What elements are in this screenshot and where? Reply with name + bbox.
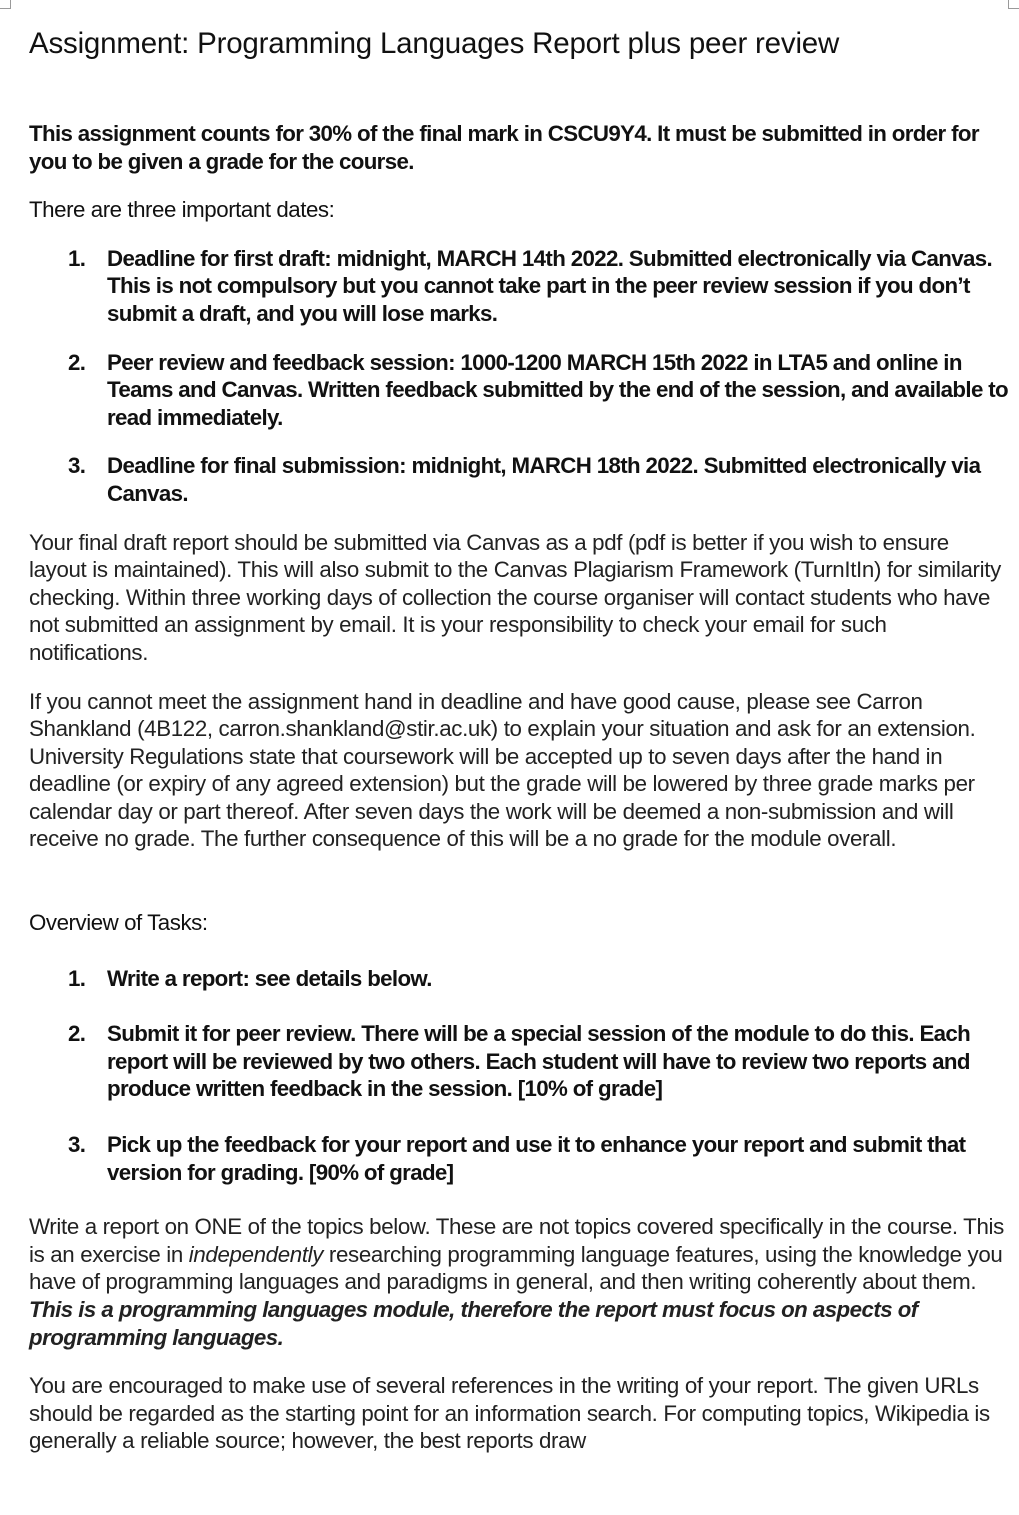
date-item	[29, 349, 1011, 432]
task-number: 3.	[68, 1132, 86, 1158]
date-number: 1.	[68, 245, 86, 271]
topic-text-part2: researching programming language features, using the knowledge you have of programming languages and paradigms in general, and then writing coherently about them.	[29, 1241, 1003, 1295]
page-corner-mark-left	[0, 0, 11, 9]
date-text: Peer review and feedback session: 1000-1200 MARCH 15th 2022 in LTA5 and online in Teams and Canvas. Written feedback submitted by the end of the session, and available to read immediately.	[107, 349, 1008, 430]
topic-italic-text: independently	[188, 1241, 324, 1267]
document-content	[29, 24, 1011, 1476]
overview-heading: Overview of Tasks:	[29, 910, 208, 936]
important-dates-heading: There are three important dates:	[29, 197, 335, 223]
task-number: 2.	[68, 1021, 86, 1047]
task-text: Submit it for peer review. There will be a special session of the module to do this. Each report will be reviewed by two others. Each student will have to review two reports and produce written feedback in the session. [10% of grade]	[107, 1021, 971, 1102]
references-paragraph: You are encouraged to make use of several references in the writing of your report. The given URLs should be regarded as the starting point for an information search. For computing topics, Wikipedia is generally a reliable source; however, the best reports draw	[29, 1373, 990, 1454]
date-number: 2.	[68, 349, 86, 375]
topic-text-part1: Write a report on ONE of the topics below. These are not topics covered specifically in the course. This is an exercise in	[29, 1214, 1004, 1267]
task-text: Write a report: see details below.	[107, 965, 432, 991]
important-dates-list	[29, 245, 1011, 508]
submission-paragraph: Your final draft report should be submitted via Canvas as a pdf (pdf is better if you wish to ensure layout is maintained). This will also submit to the Canvas Plagiarism Framework (TurnItIn) for similarity checking. Within three working days of collection the course organiser will contact students who have not submitted an assignment by email. It is your responsibility to check your email for such notifications.	[29, 529, 1001, 665]
task-number: 1.	[68, 965, 86, 991]
date-item	[29, 452, 1011, 507]
document-title: Assignment: Programming Languages Report plus peer review	[29, 27, 840, 60]
task-item	[29, 1020, 1011, 1103]
date-number: 3.	[68, 453, 86, 479]
task-item	[29, 965, 1011, 993]
date-item	[29, 245, 1011, 328]
task-item	[29, 1131, 1011, 1186]
extension-paragraph: If you cannot meet the assignment hand in deadline and have good cause, please see Carron Shankland (4B122, carron.shankland@stir.ac.uk) to explain your situation and ask for an extension. University Regulations state that coursework will be accepted up to seven days after the hand in deadline (or expiry of any agreed extension) but the grade will be lowered by three grade marks per calendar day or part thereof. After seven days the work will be deemed a non-submission and will receive no grade. The further consequence of this will be a no grade for the module overall.	[29, 688, 976, 852]
date-text: Deadline for first draft: midnight, MARCH 14th 2022. Submitted electronically via Canvas. This is not compulsory but you cannot take part in the peer review session if you don’t submit a draft, and you will lose marks.	[107, 245, 993, 326]
date-text: Deadline for final submission: midnight, MARCH 18th 2022. Submitted electronically via Canvas.	[107, 453, 981, 506]
page-corner-mark-right	[1008, 0, 1019, 9]
section-gap	[29, 853, 1011, 909]
topic-bold-italic-text: This is a programming languages module, therefore the report must focus on aspects of programming languages.	[29, 1297, 918, 1350]
topic-paragraph	[29, 1213, 1011, 1351]
tasks-list	[29, 965, 1011, 1187]
task-text: Pick up the feedback for your report and use it to enhance your report and submit that version for grading. [90% of grade]	[107, 1132, 966, 1185]
assignment-intro: This assignment counts for 30% of the final mark in CSCU9Y4. It must be submitted in order for you to be given a grade for the course.	[29, 121, 979, 174]
